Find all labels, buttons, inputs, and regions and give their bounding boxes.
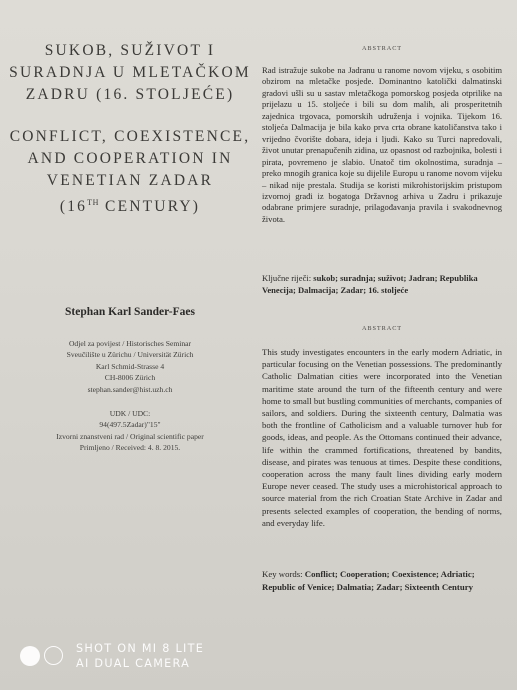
author-name: Stephan Karl Sander-Faes bbox=[65, 306, 195, 318]
udk-label: UDK / UDC: bbox=[109, 409, 151, 418]
watermark-line: SHOT ON MI 8 LITE bbox=[76, 642, 205, 655]
camera-lens-icon bbox=[20, 644, 68, 668]
udk-code: 94(497.5Zadar)"15" bbox=[99, 420, 161, 430]
paper-type: Izvorni znanstveni rad / Original scientific paper bbox=[56, 431, 204, 441]
watermark-line: AI DUAL CAMERA bbox=[76, 657, 191, 670]
affiliation-line: CH-8006 Zürich bbox=[104, 373, 156, 383]
keywords-english bbox=[262, 568, 502, 593]
received-date: Primljeno / Received: 4. 8. 2015. bbox=[79, 443, 181, 453]
title-croatian bbox=[6, 40, 254, 106]
camera-watermark bbox=[20, 641, 204, 671]
title-en-line: CONFLICT, COEXISTENCE, bbox=[9, 128, 251, 145]
keywords-label: Key words: bbox=[262, 569, 305, 579]
keywords-croatian bbox=[262, 273, 502, 297]
title-en-century-word: CENTURY) bbox=[98, 198, 201, 216]
affiliation-line: Odjel za povijest / Historisches Seminar bbox=[68, 339, 192, 348]
abstract-heading-croatian: ABSTRACT bbox=[361, 45, 403, 52]
title-hr-line: SURADNJA U MLETAČKOM bbox=[9, 64, 251, 81]
keywords-terms: Conflict; Cooperation; Coexistence; Adriatic; Republic of Venice; Dalmatia; Zadar; Sixteenth Century bbox=[262, 569, 475, 592]
author-email: stephan.sander@hist.uzh.ch bbox=[87, 384, 173, 394]
title-en-line bbox=[6, 192, 254, 218]
title-en-superscript: TH bbox=[87, 198, 99, 207]
title-english bbox=[6, 126, 254, 218]
abstract-text-croatian: Rad istražuje sukobe na Jadranu u ranome novom vijeku, s osobitim obzirom na mletačke posjede. Dominantno katolički dalmatinski gradovi ušli su u sastav mletačkoga pomorskog posjeda otprilike na prijelazu u 15. stoljeće i bili su dom malih, ali prosperitetnih zajednica trgovaca, pomorskih udruženja i vojnika. Tijekom 16. stoljeća Dalmacija je bila kako prva crta obrane katoličanstva tako i vrijedno čvorište dobara, ideja i ljudi. Kako su Turci napredovali, život unutar prenapučenih zidina, uz opasnost od razbojnika, bolesti i pirata, povremeno je slabio. Unatoč tim okolnostima, suradnja – preko mnogih granica koje su dijelile Europu u ranome novom vijeku – nikad nije prestala. Studija se koristi mikrohistorijskim pristupom izvornoj građi iz bogatoga Državnog arhiva u Zadru i prikazuje odabrane primjere suradnje, prilagođavanja pravila i svakodnevnog života. bbox=[262, 65, 502, 224]
abstract-text-english: This study investigates encounters in the early modern Adriatic, in particular focusing on the Venetian possessions. The predominantly Catholic Dalmatian cities were incorporated into the Venetian maritime state around the turn of the fifteenth century and were home to small but bustling communities of merchants, companies of sailors, and soldiers. During the sixteenth century, Dalmatia was both the frontline of Catholicism and a valuable turnover hub for goods, ideas, and people. As the Ottomans continued their advance, life within the crammed fortifications, threatened by bandits, disease, and pirates was tenuous at times. Despite these conditions, cooperation across the many fault lines dividing early modern Europe never ceased. The study uses a microhistorical approach to source material from the rich Croatian State Archive in Zadar and presents selected examples of cooperation, the bending of norms, and everyday life. bbox=[262, 347, 502, 528]
title-en-century-number: (16 bbox=[59, 198, 88, 216]
title-en-line: VENETIAN ZADAR bbox=[46, 172, 214, 189]
title-hr-line: ZADRU (16. STOLJEĆE) bbox=[25, 86, 235, 103]
abstract-heading-english: ABSTRACT bbox=[361, 325, 403, 332]
keywords-terms: sukob; suradnja; suživot; Jadran; Republika Venecija; Dalmacija; Zadar; 16. stoljeće bbox=[262, 273, 478, 295]
affiliation-line: Karl Schmid-Strasse 4 bbox=[95, 361, 165, 371]
title-hr-line: SUKOB, SUŽIVOT I bbox=[44, 42, 216, 59]
title-en-line: AND COOPERATION IN bbox=[27, 150, 233, 167]
classification-block bbox=[6, 408, 254, 454]
keywords-label: Ključne riječi: bbox=[262, 273, 314, 283]
affiliation-line: Sveučilište u Zürichu / Universität Zürich bbox=[66, 350, 194, 360]
author-affiliation bbox=[6, 338, 254, 395]
